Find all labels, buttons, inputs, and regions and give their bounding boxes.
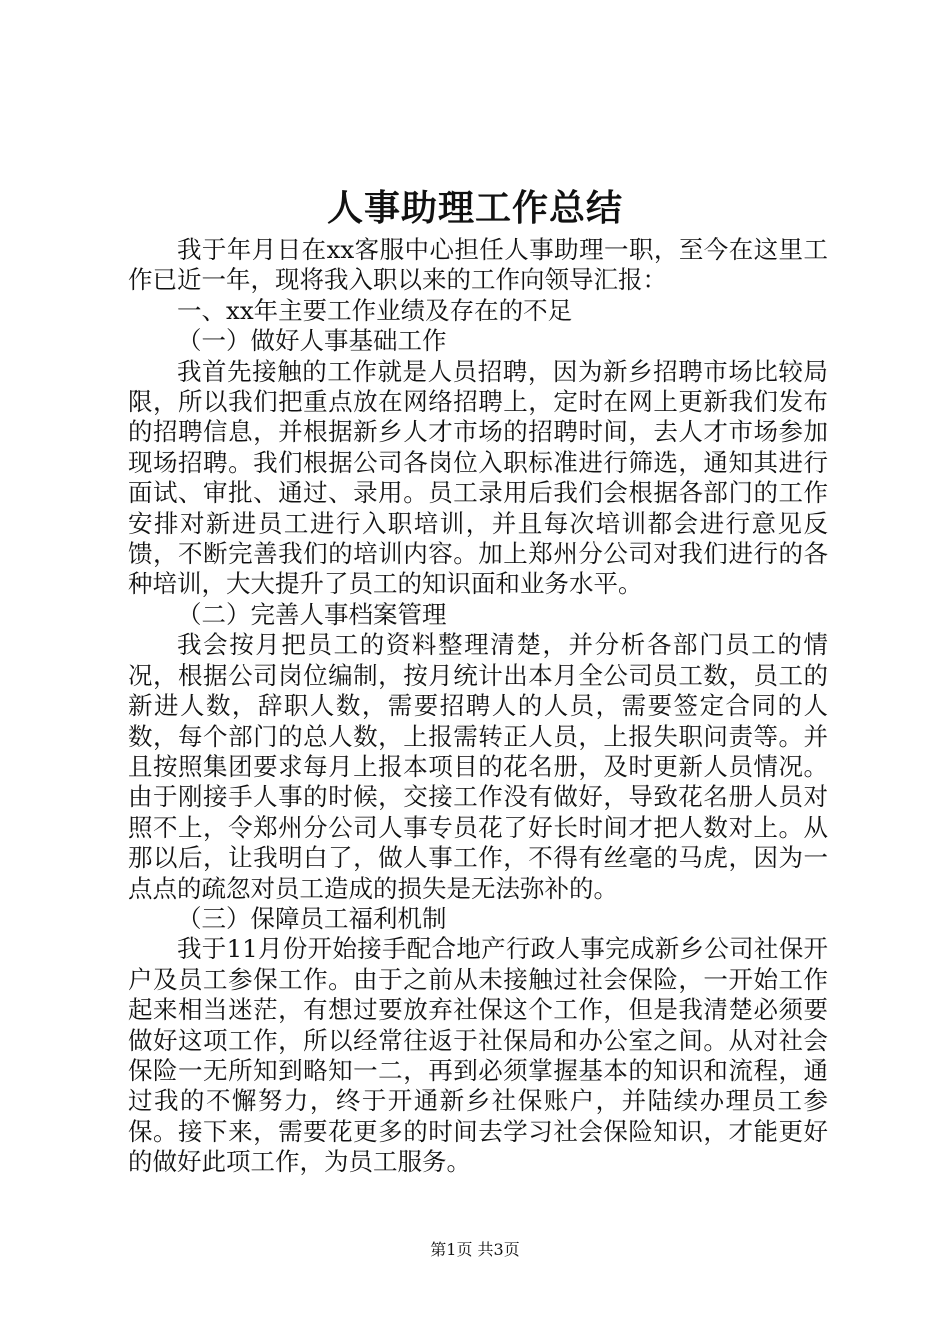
page-number-footer: 第1页 共3页 [430, 1240, 520, 1259]
section-heading-main: 一、xx年主要工作业绩及存在的不足 [177, 295, 573, 325]
document-title: 人事助理工作总结 [326, 187, 623, 229]
subheading-hr-archives: （二）完善人事档案管理 [177, 599, 447, 629]
document-body [128, 235, 828, 1178]
paragraph-social-insurance: 我于11月份开始接手配合地产行政人事完成新乡公司社保开户及员工参保工作。由于之前从未接触过社会保险，一开始工作起来相当迷茫，有想过要放弃社保这个工作，但是我清楚必须要做好这项工作，所以经常往返于社保局和办公室之间。从对社会保险一无所知到略知一二，再到必须掌握基本的知识和流程，通过我的不懈努力，终于开通新乡社保账户，并陆续办理员工参保。接下来，需要花更多的时间去学习社会保险知识，才能更好的做好此项工作，为员工服务。 [128, 934, 828, 1177]
paragraph-recruitment: 我首先接触的工作就是人员招聘，因为新乡招聘市场比较局限，所以我们把重点放在网络招聘上，定时在网上更新我们发布的招聘信息，并根据新乡人才市场的招聘时间，去人才市场参加现场招聘。我们根据公司各岗位入职标准进行筛选，通知其进行面试、审批、通过、录用。员工录用后我们会根据各部门的工作安排对新进员工进行入职培训，并且每次培训都会进行意见反馈，不断完善我们的培训内容。加上郑州分公司对我们进行的各种培训，大大提升了员工的知识面和业务水平。 [128, 356, 828, 599]
subheading-hr-basics: （一）做好人事基础工作 [177, 326, 447, 356]
paragraph-archives: 我会按月把员工的资料整理清楚，并分析各部门员工的情况，根据公司岗位编制，按月统计出本月全公司员工数，员工的新进人数，辞职人数，需要招聘人的人员，需要签定合同的人数，每个部门的总人数，上报需转正人员，上报失职问责等。并且按照集团要求每月上报本项目的花名册，及时更新人员情况。由于刚接手人事的时候，交接工作没有做好，导致花名册人员对照不上，令郑州分公司人事专员花了好长时间才把人数对上。从那以后，让我明白了，做人事工作，不得有丝毫的马虎，因为一点点的疏忽对员工造成的损失是无法弥补的。 [128, 630, 828, 903]
paragraph-intro: 我于年月日在xx客服中心担任人事助理一职，至今在这里工作已近一年，现将我入职以来的工作向领导汇报： [128, 235, 828, 295]
subheading-welfare: （三）保障员工福利机制 [177, 903, 447, 933]
